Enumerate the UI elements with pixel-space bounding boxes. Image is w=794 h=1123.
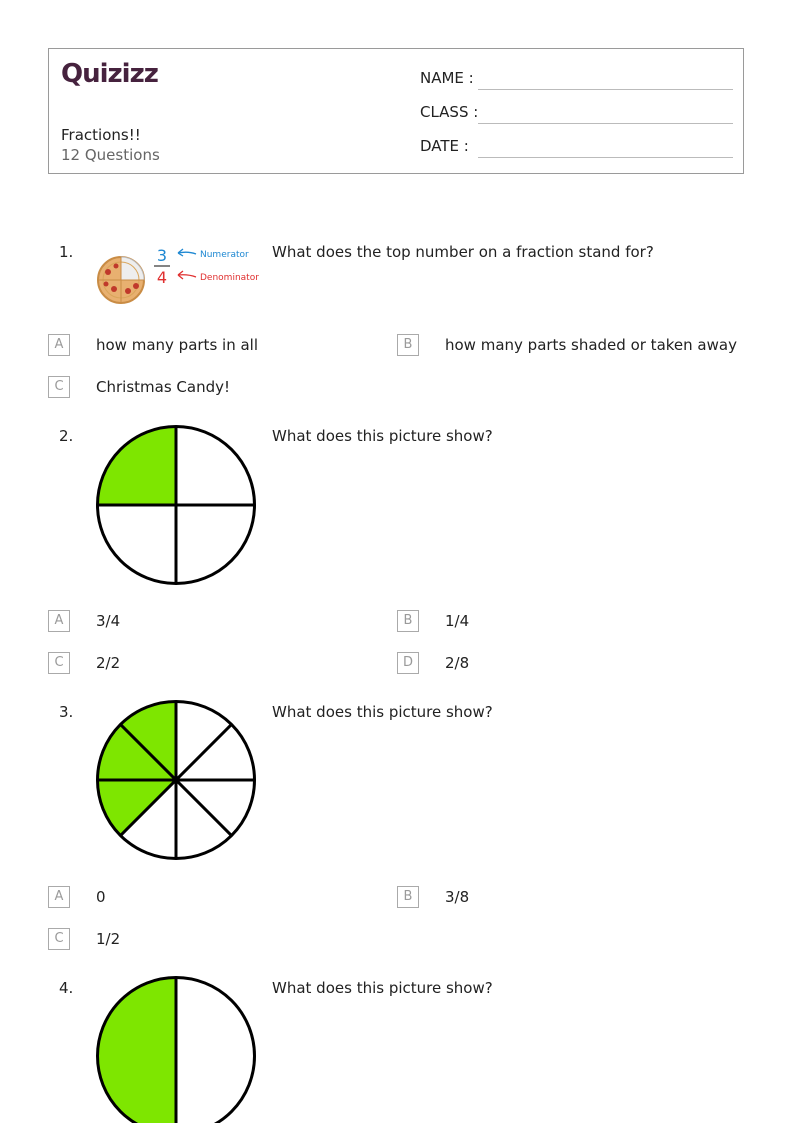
date-label: DATE : bbox=[420, 137, 469, 155]
question-3-number: 3. bbox=[59, 703, 74, 721]
worksheet-question-count: 12 Questions bbox=[61, 146, 160, 164]
quizizz-logo: Quizizz bbox=[61, 59, 158, 89]
q1-option-b-text: how many parts shaded or taken away bbox=[445, 336, 737, 354]
q3-option-a-box[interactable]: A bbox=[48, 886, 70, 908]
circle-eighths-diagram bbox=[96, 700, 256, 860]
q2-option-c-text: 2/2 bbox=[96, 654, 121, 672]
worksheet-title: Fractions!! bbox=[61, 126, 141, 144]
name-field[interactable] bbox=[478, 89, 733, 90]
question-1-text: What does the top number on a fraction stand for? bbox=[272, 243, 654, 261]
fraction-numerator: 3 bbox=[156, 246, 168, 265]
q1-option-c-text: Christmas Candy! bbox=[96, 378, 230, 396]
question-2-text: What does this picture show? bbox=[272, 427, 493, 445]
q1-option-a-text: how many parts in all bbox=[96, 336, 258, 354]
circle-quarters-diagram bbox=[96, 425, 256, 585]
worksheet-header bbox=[48, 48, 744, 174]
q2-option-d-text: 2/8 bbox=[445, 654, 470, 672]
denominator-arrow-icon bbox=[178, 271, 196, 279]
q2-option-c-box[interactable]: C bbox=[48, 652, 70, 674]
q3-option-b-box[interactable]: B bbox=[397, 886, 419, 908]
circle-halves-diagram bbox=[96, 976, 256, 1123]
q1-option-a-box[interactable]: A bbox=[48, 334, 70, 356]
fraction-diagram bbox=[96, 244, 261, 306]
class-label: CLASS : bbox=[420, 103, 479, 121]
q2-option-d-box[interactable]: D bbox=[397, 652, 419, 674]
q3-option-c-text: 1/2 bbox=[96, 930, 121, 948]
date-field[interactable] bbox=[478, 157, 733, 158]
q2-option-b-text: 1/4 bbox=[445, 612, 470, 630]
question-4-number: 4. bbox=[59, 979, 74, 997]
q2-option-a-text: 3/4 bbox=[96, 612, 121, 630]
question-4-text: What does this picture show? bbox=[272, 979, 493, 997]
denominator-annotation: Denominator bbox=[200, 273, 259, 283]
shaded-half bbox=[98, 978, 177, 1123]
question-3-text: What does this picture show? bbox=[272, 703, 493, 721]
numerator-annotation: Numerator bbox=[200, 250, 249, 260]
q2-option-a-box[interactable]: A bbox=[48, 610, 70, 632]
q3-option-c-box[interactable]: C bbox=[48, 928, 70, 950]
q3-option-a-text: 0 bbox=[96, 888, 106, 906]
numerator-arrow-icon bbox=[178, 249, 196, 256]
q1-option-b-box[interactable]: B bbox=[397, 334, 419, 356]
class-field[interactable] bbox=[478, 123, 733, 124]
name-label: NAME : bbox=[420, 69, 474, 87]
q1-option-c-box[interactable]: C bbox=[48, 376, 70, 398]
q2-option-b-box[interactable]: B bbox=[397, 610, 419, 632]
question-1-number: 1. bbox=[59, 243, 74, 261]
fraction-denominator: 4 bbox=[156, 268, 168, 287]
pizza-icon bbox=[98, 257, 144, 303]
question-2-number: 2. bbox=[59, 427, 74, 445]
q3-option-b-text: 3/8 bbox=[445, 888, 470, 906]
